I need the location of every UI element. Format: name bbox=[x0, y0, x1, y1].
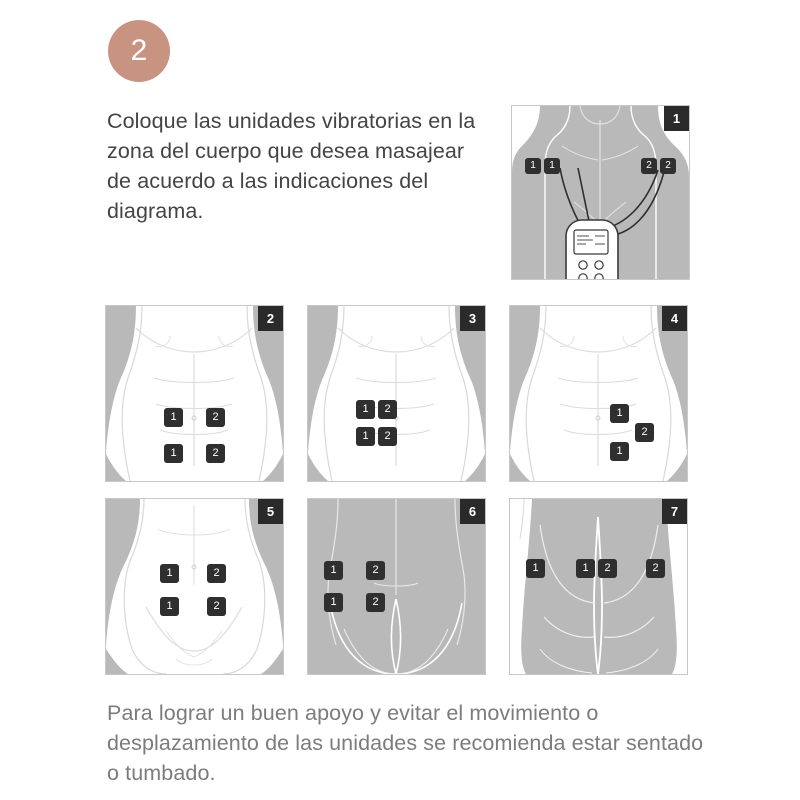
pad-7-inner-left[interactable]: 1 bbox=[576, 559, 595, 578]
panel-2-abdomen-sides bbox=[105, 305, 284, 482]
pad-6-lower-left[interactable]: 1 bbox=[324, 593, 343, 612]
pad-6-upper-left[interactable]: 1 bbox=[324, 561, 343, 580]
pad-2-upper-right[interactable]: 2 bbox=[206, 408, 225, 427]
panel-number-5: 5 bbox=[258, 499, 283, 524]
control-unit-device bbox=[564, 218, 620, 280]
pad-5-lower-right[interactable]: 2 bbox=[207, 597, 226, 616]
pad-2-lower-left[interactable]: 1 bbox=[164, 444, 183, 463]
panel-number-7: 7 bbox=[662, 499, 687, 524]
abdomen-illustration-2 bbox=[106, 306, 283, 481]
pad-3-upper-right[interactable]: 2 bbox=[378, 400, 397, 419]
pad-4-lower[interactable]: 1 bbox=[610, 442, 629, 461]
pad-7-outer-right[interactable]: 2 bbox=[646, 559, 665, 578]
pad-2-upper-left[interactable]: 1 bbox=[164, 408, 183, 427]
panel-3-abdomen-center bbox=[307, 305, 486, 482]
pad-1-right-a[interactable]: 2 bbox=[641, 158, 657, 174]
panel-number-3: 3 bbox=[460, 306, 485, 331]
step-number-badge: 2 bbox=[108, 20, 170, 82]
pad-6-lower-right[interactable]: 2 bbox=[366, 593, 385, 612]
pad-3-lower-left[interactable]: 1 bbox=[356, 427, 375, 446]
glutes-illustration bbox=[510, 499, 687, 674]
panel-6-lower-back bbox=[307, 498, 486, 675]
pad-1-left-a[interactable]: 1 bbox=[525, 158, 541, 174]
abdomen-illustration-3 bbox=[308, 306, 485, 481]
panel-4-abdomen-oblique bbox=[509, 305, 688, 482]
panel-number-2: 2 bbox=[258, 306, 283, 331]
pad-1-left-b[interactable]: 1 bbox=[544, 158, 560, 174]
pad-5-upper-right[interactable]: 2 bbox=[207, 564, 226, 583]
pad-4-upper-left[interactable]: 1 bbox=[610, 404, 629, 423]
pad-5-lower-left[interactable]: 1 bbox=[160, 597, 179, 616]
abdomen-illustration-4 bbox=[510, 306, 687, 481]
intro-paragraph: Coloque las unidades vibratorias en la zona del cuerpo que desea masajear de acuerdo a las indicaciones del diagrama. bbox=[107, 109, 476, 223]
panel-5-lower-abdomen bbox=[105, 498, 284, 675]
panel-number-4: 4 bbox=[662, 306, 687, 331]
panel-number-1: 1 bbox=[664, 106, 689, 131]
lower-back-illustration bbox=[308, 499, 485, 674]
pad-6-upper-right[interactable]: 2 bbox=[366, 561, 385, 580]
pad-5-upper-left[interactable]: 1 bbox=[160, 564, 179, 583]
outro-paragraph: Para lograr un buen apoyo y evitar el movimiento o desplazamiento de las unidades se recomienda estar sentado o tumbado. bbox=[107, 701, 704, 785]
pad-7-outer-left[interactable]: 1 bbox=[526, 559, 545, 578]
panel-1-upper-back bbox=[511, 105, 690, 280]
pad-2-lower-right[interactable]: 2 bbox=[206, 444, 225, 463]
pad-1-right-b[interactable]: 2 bbox=[660, 158, 676, 174]
lower-abdomen-illustration bbox=[106, 499, 283, 674]
pad-3-lower-right[interactable]: 2 bbox=[378, 427, 397, 446]
panel-number-6: 6 bbox=[460, 499, 485, 524]
pad-7-inner-right[interactable]: 2 bbox=[598, 559, 617, 578]
pad-4-upper-right[interactable]: 2 bbox=[635, 423, 654, 442]
panel-7-glutes bbox=[509, 498, 688, 675]
pad-3-upper-left[interactable]: 1 bbox=[356, 400, 375, 419]
